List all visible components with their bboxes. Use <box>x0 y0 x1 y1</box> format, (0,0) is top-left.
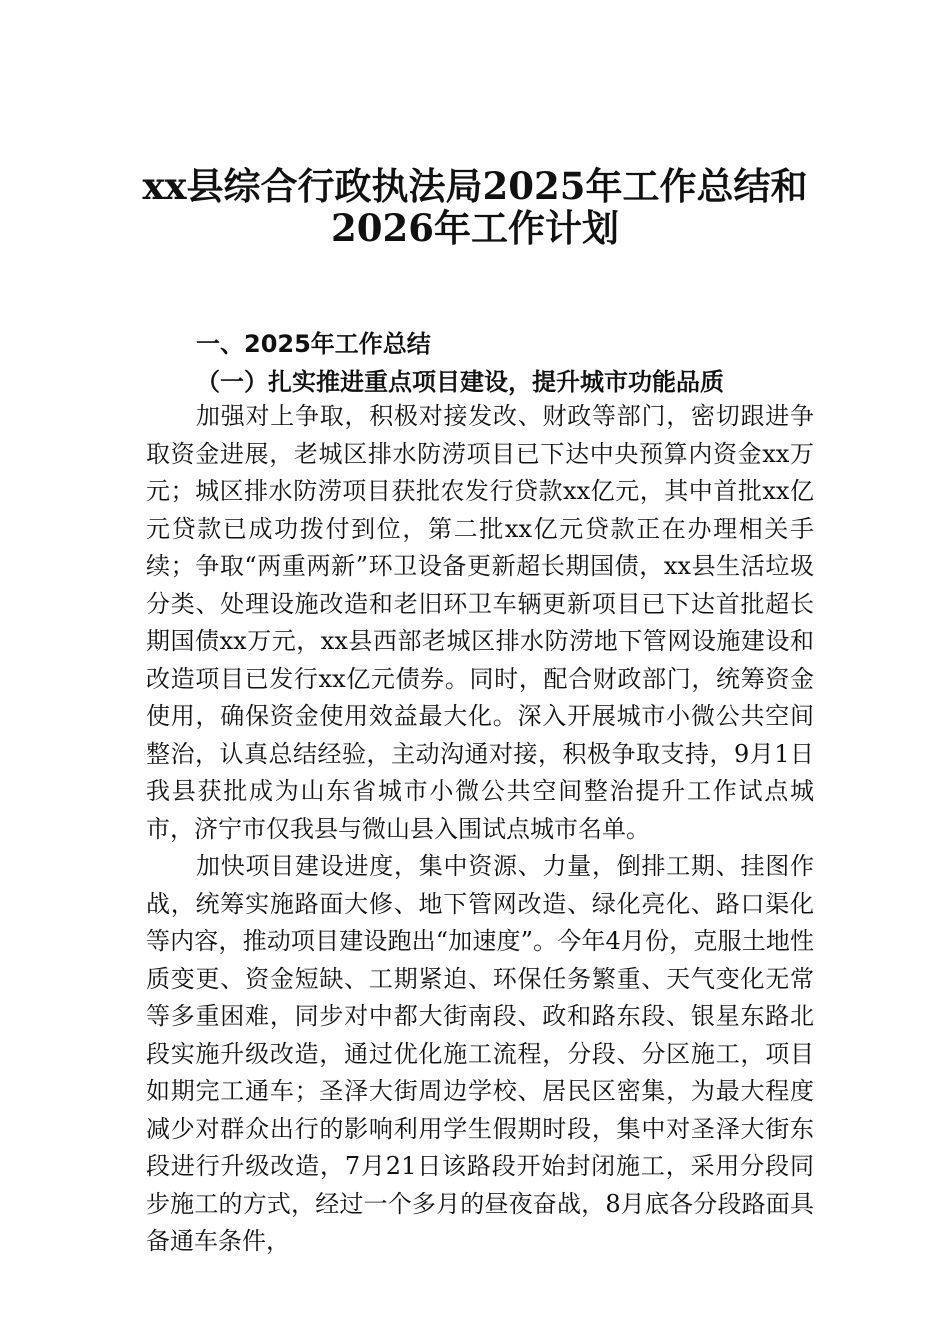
section-heading-work-summary: 一、2025年工作总结 <box>196 330 431 358</box>
subsection-heading-key-projects: （一）扎实推进重点项目建设，提升城市功能品质 <box>196 367 724 396</box>
body-paragraph-funding: 加强对上争取，积极对接发改、财政等部门，密切跟进争取资金进展，老城区排水防涝项目已下达中央预算内资金xx万元；城区排水防涝项目获批农发行贷款xx亿元，其中首批xx亿元贷款已成功拨付到位，第二批xx亿元贷款正在办理相关手续；争取“两重两新”环卫设备更新超长期国债，xx县生活垃圾分类、处理设施改造和老旧环卫车辆更新项目已下达首批超长期国债xx万元，xx县西部老城区排水防涝地下管网设施建设和改造项目已发行xx亿元债券。同时，配合财政部门，统筹资金使用，确保资金使用效益最大化。深入开展城市小微公共空间整治，认真总结经验，主动沟通对接，积极争取支持，9月1日我县获批成为山东省城市小微公共空间整治提升工作试点城市，济宁市仅我县与微山县入围试点城市名单。 <box>146 402 814 843</box>
body-paragraph-construction-progress: 加快项目建设进度，集中资源、力量，倒排工期、挂图作战，统筹实施路面大修、地下管网改造、绿化亮化、路口渠化等内容，推动项目建设跑出“加速度”。今年4月份，克服土地性质变更、资金短缺、工期紧迫、环保任务繁重、天气变化无常等多重困难，同步对中都大街南段、政和路东段、银星东路北段实施升级改造，通过优化施工流程，分段、分区施工，项目如期完工通车；圣泽大街周边学校、居民区密集，为最大程度减少对群众出行的影响利用学生假期时段，集中对圣泽大街东段进行升级改造，7月21日该路段开始封闭施工，采用分段同步施工的方式，经过一个多月的昼夜奋战，8月底各分段路面具备通车条件， <box>146 852 814 1255</box>
document-title-line-2: 2026年工作计划 <box>331 206 619 250</box>
document-title-line-1: xx县综合行政执法局2025年工作总结和 <box>142 164 808 208</box>
